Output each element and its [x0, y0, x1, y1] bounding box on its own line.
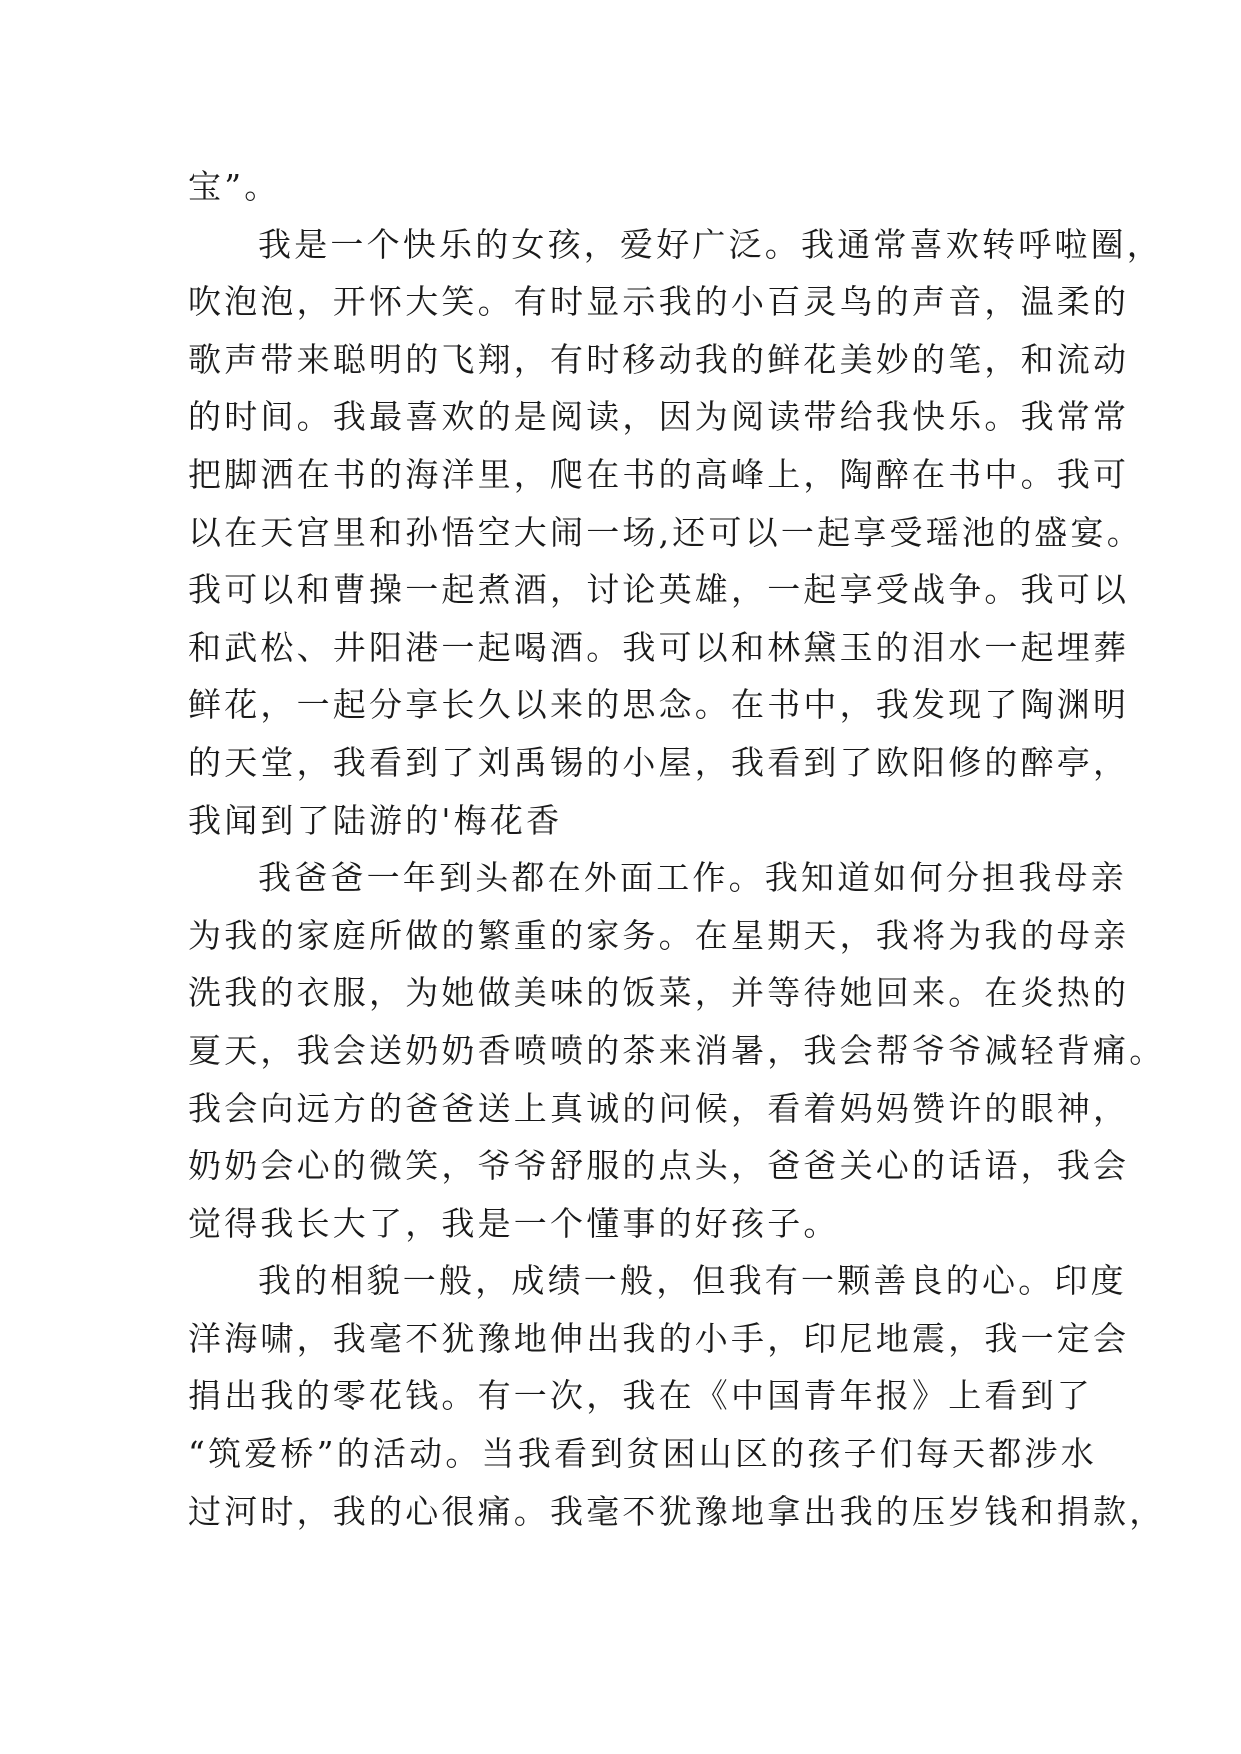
body-text [188, 158, 1166, 1540]
text-line: 的天堂，我看到了刘禹锡的小屋，我看到了欧阳修的醉亭， [188, 742, 1130, 782]
text-line: 以在天宫里和孙悟空大闹一场,还可以一起享受瑶池的盛宴。 [188, 512, 1143, 552]
text-line: 鲜花，一起分享长久以来的思念。在书中，我发现了陶渊明 [188, 685, 1130, 725]
paragraph [188, 216, 1163, 850]
text-line: 过河时，我的心很痛。我毫不犹豫地拿出我的压岁钱和捐款， [188, 1491, 1166, 1531]
text-line: 我的相貌一般，成绩一般，但我有一颗善良的心。印度 [258, 1261, 1127, 1301]
text-line: 奶奶会心的微笑，爷爷舒服的点头，爸爸关心的话语，我会 [188, 1146, 1130, 1186]
text-line: 我会向远方的爸爸送上真诚的问候，看着妈妈赞许的眼神， [188, 1088, 1130, 1128]
text-line: 洋海啸，我毫不犹豫地伸出我的小手，印尼地震，我一定会 [188, 1318, 1130, 1358]
paragraph [188, 849, 1166, 1252]
paragraph [188, 1252, 1166, 1540]
text-line: 洗我的衣服，为她做美味的饭菜，并等待她回来。在炎热的 [188, 973, 1130, 1013]
text-line: 我闻到了陆游的'梅花香 [188, 800, 563, 840]
text-line: 捐出我的零花钱。有一次，我在《中国青年报》上看到了 [188, 1376, 1093, 1416]
text-line: 的时间。我最喜欢的是阅读，因为阅读带给我快乐。我常常 [188, 397, 1130, 437]
text-line: 我可以和曹操一起煮酒，讨论英雄，一起享受战争。我可以 [188, 570, 1130, 610]
paragraph [188, 158, 1058, 216]
text-line: 我是一个快乐的女孩，爱好广泛。我通常喜欢转呼啦圈， [258, 224, 1163, 264]
text-line: “筑爱桥”的活动。当我看到贫困山区的孩子们每天都涉水 [188, 1434, 1097, 1474]
text-line: 歌声带来聪明的飞翔，有时移动我的鲜花美妙的笔，和流动 [188, 339, 1130, 379]
text-line: 宝”。 [188, 167, 281, 206]
text-line: 把脚洒在书的海洋里，爬在书的高峰上，陶醉在书中。我可 [188, 454, 1130, 494]
text-line: 我爸爸一年到头都在外面工作。我知道如何分担我母亲 [258, 858, 1127, 898]
text-line: 为我的家庭所做的繁重的家务。在星期天，我将为我的母亲 [188, 915, 1130, 955]
text-line: 吹泡泡，开怀大笑。有时显示我的小百灵鸟的声音，温柔的 [188, 282, 1130, 322]
text-line: 和武松、井阳港一起喝酒。我可以和林黛玉的泪水一起埋葬 [188, 627, 1130, 667]
text-line: 夏天，我会送奶奶香喷喷的茶来消暑，我会帮爷爷减轻背痛。 [188, 1030, 1166, 1070]
text-line: 觉得我长大了，我是一个懂事的好孩子。 [188, 1203, 840, 1243]
